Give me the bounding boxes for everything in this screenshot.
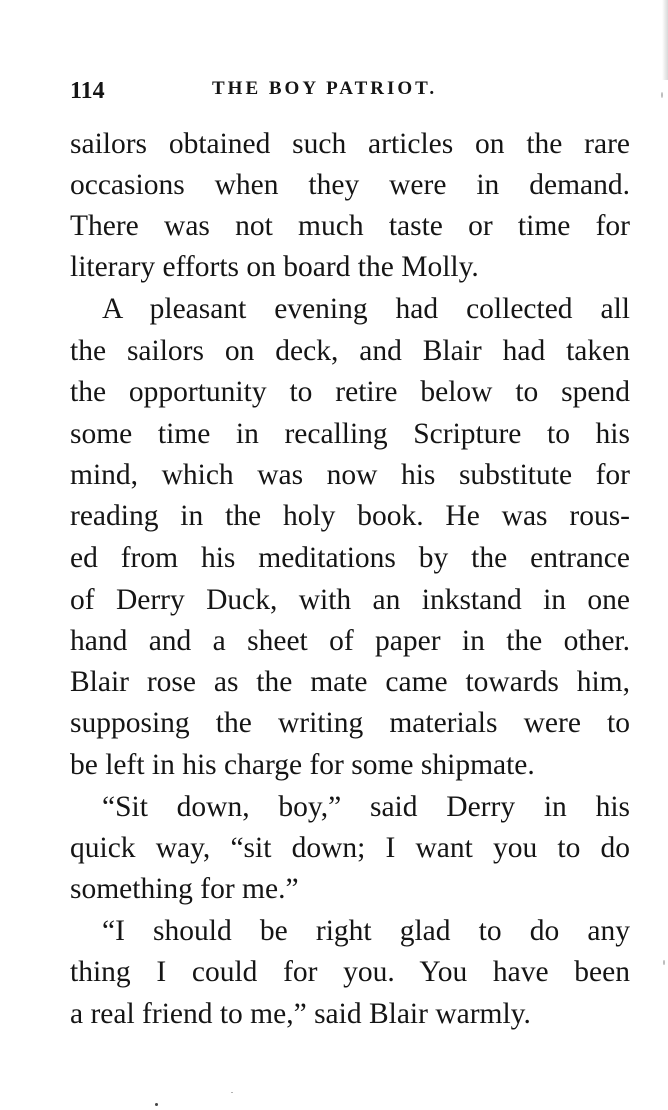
page-header [70, 78, 490, 108]
page-edge-shadow [662, 0, 668, 80]
text-line: some time in recalling Scripture to his [70, 418, 630, 450]
text-line: something for me.” [70, 873, 299, 905]
text-line: be left in his charge for some shipmate. [70, 749, 535, 781]
text-line: reading in the holy book. He was rous- [70, 500, 630, 532]
text-line: thing I could for you. You have been [70, 956, 630, 988]
text-line: hand and a sheet of paper in the other. [70, 625, 630, 657]
ink-speck [155, 1103, 158, 1106]
ink-speck [231, 1092, 233, 1093]
ink-speck [663, 960, 665, 965]
text-line: supposing the writing materials were to [70, 707, 630, 739]
text-line: the opportunity to retire below to spend [70, 376, 630, 408]
text-line: A pleasant evening had collected all [102, 293, 630, 325]
text-line: There was not much taste or time for [70, 210, 630, 242]
text-line: the sailors on deck, and Blair had taken [70, 335, 630, 367]
text-line: sailors obtained such articles on the rare [70, 128, 630, 160]
page-number: 114 [70, 78, 105, 104]
text-line: mind, which was now his substitute for [70, 459, 630, 491]
text-line: ed from his meditations by the entrance [70, 542, 630, 574]
running-title: THE BOY PATRIOT. [212, 78, 438, 99]
text-line: quick way, “sit down; I want you to do [70, 832, 630, 864]
ink-speck [661, 92, 663, 98]
text-line: a real friend to me,” said Blair warmly. [70, 998, 531, 1030]
text-line: Blair rose as the mate came towards him, [70, 666, 630, 698]
text-line: literary efforts on board the Molly. [70, 251, 479, 283]
text-line: of Derry Duck, with an inkstand in one [70, 584, 630, 616]
text-line: occasions when they were in demand. [70, 169, 630, 201]
text-line: “I should be right glad to do any [102, 915, 630, 947]
text-line: “Sit down, boy,” said Derry in his [102, 791, 630, 823]
